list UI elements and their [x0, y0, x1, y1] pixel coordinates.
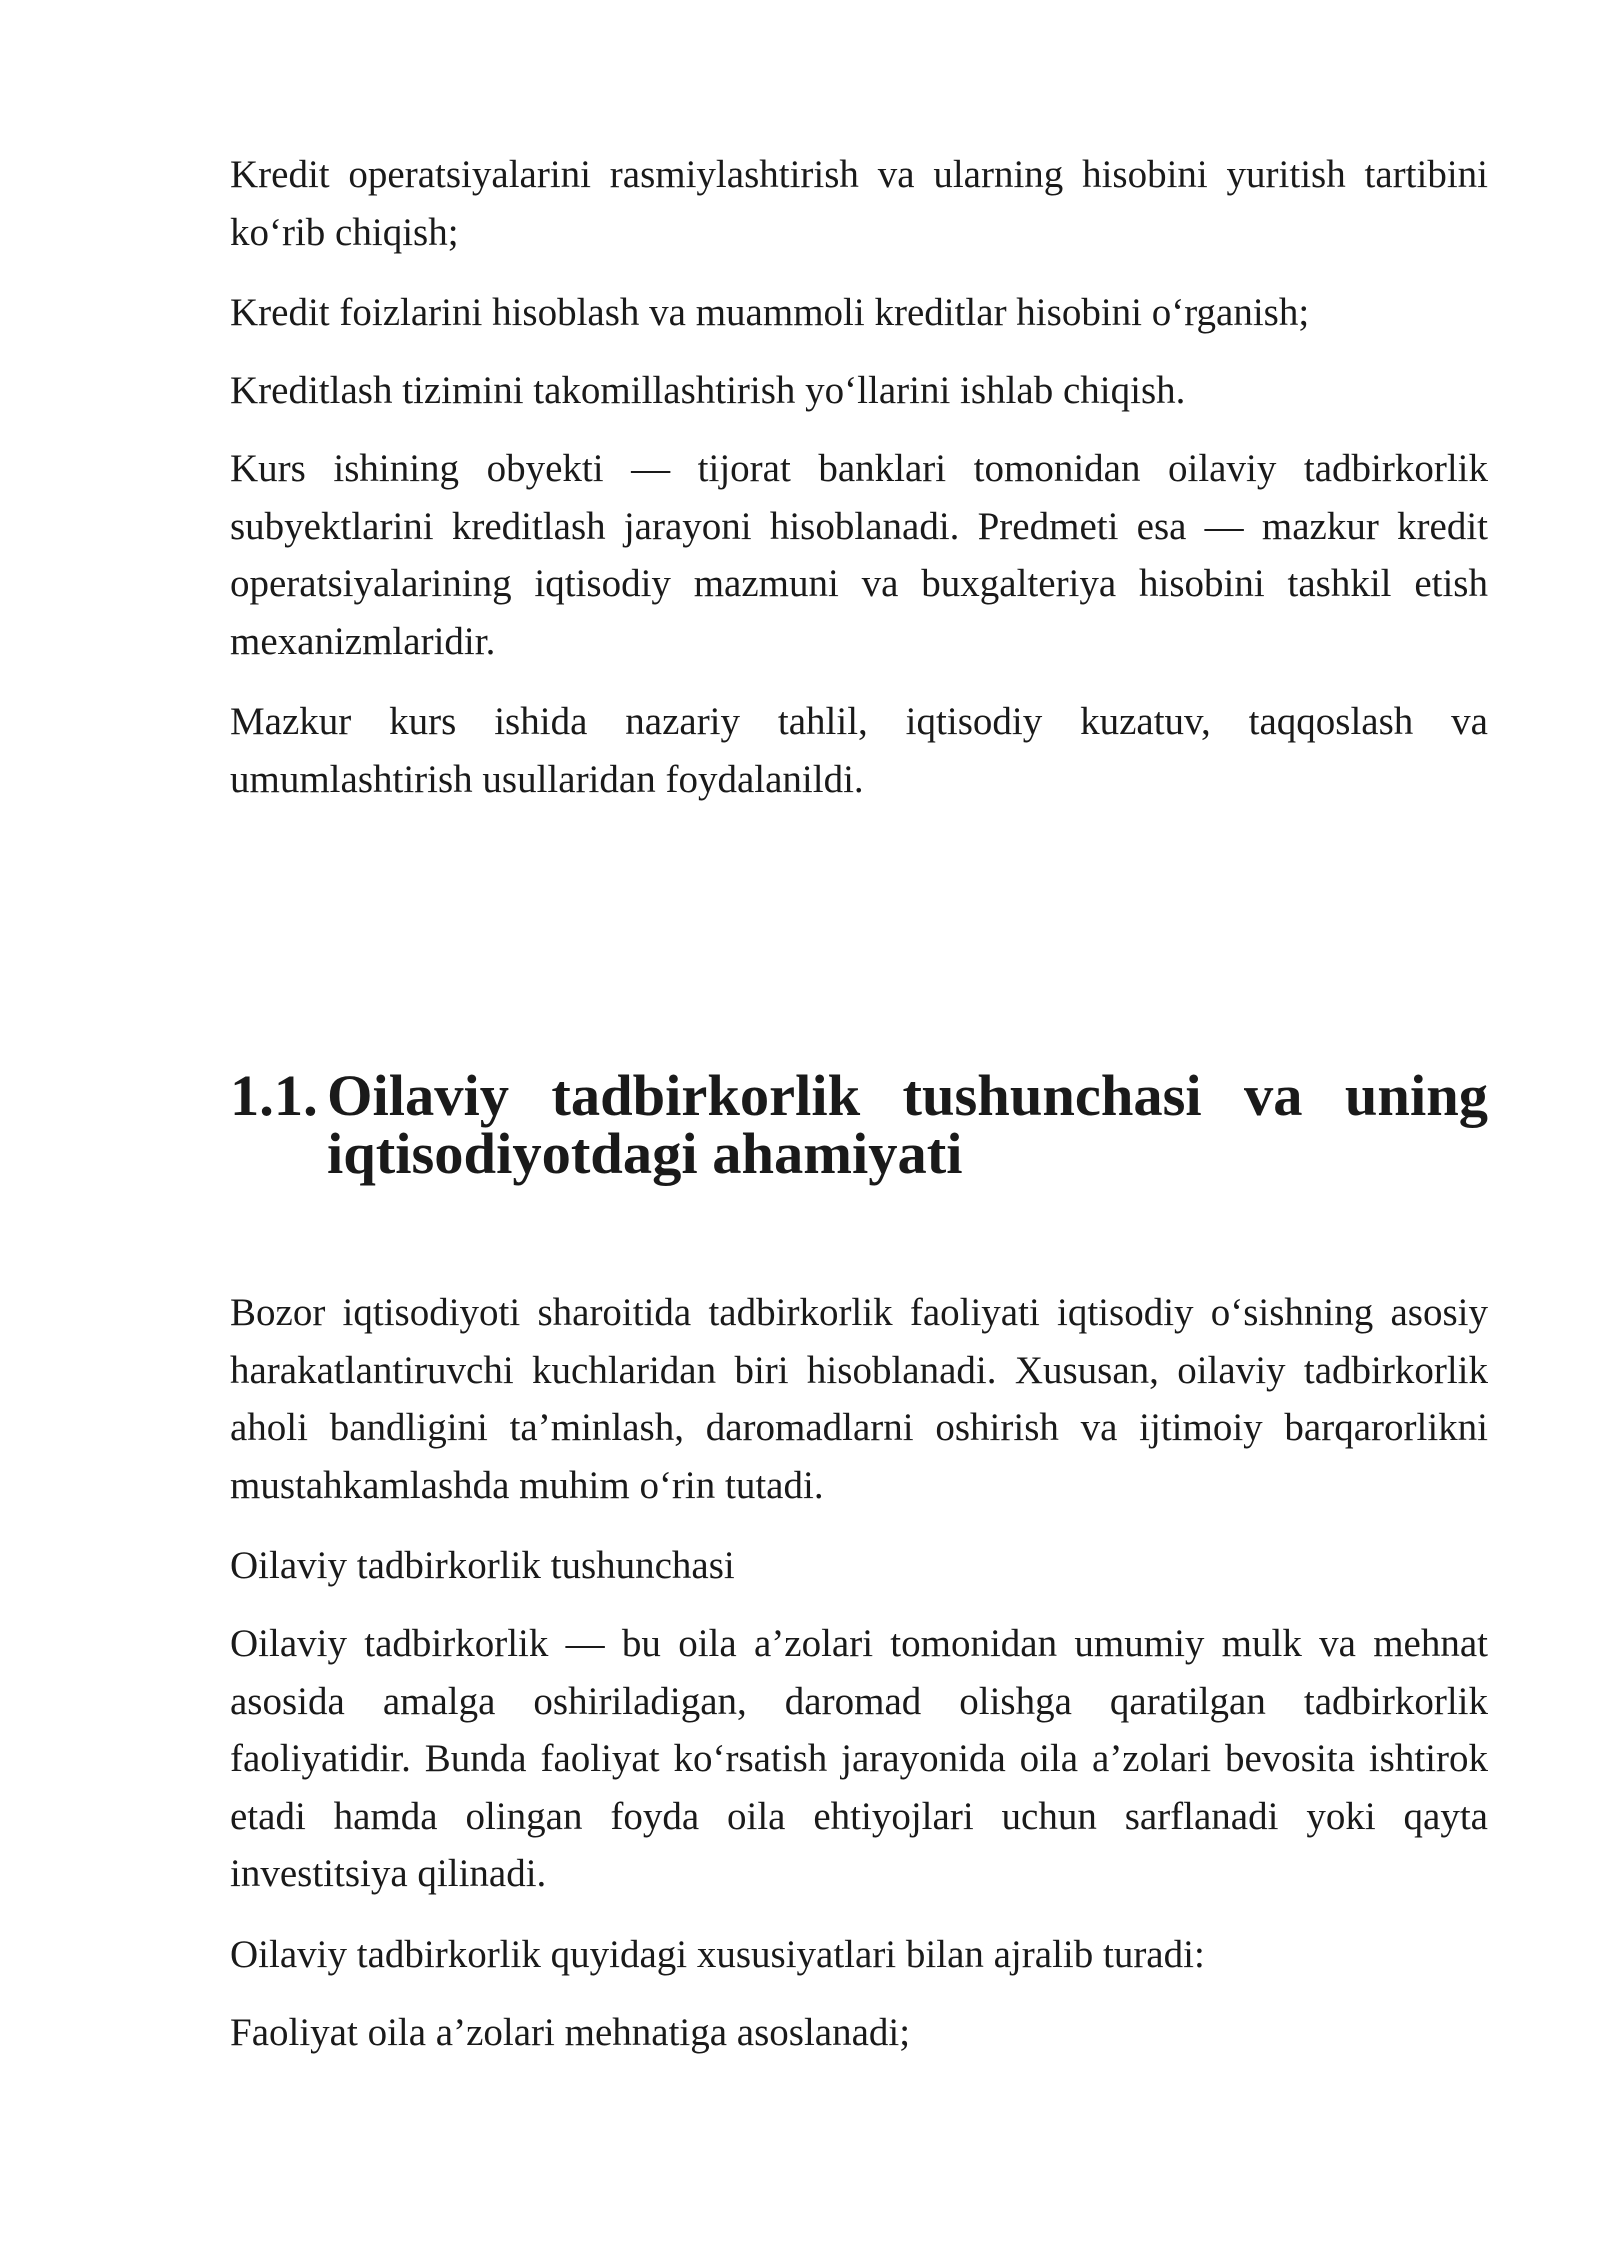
paragraph-credit-interest: Kredit foizlarini hisoblash va muammoli kreditlar hisobini o‘rganish; [230, 291, 1310, 334]
paragraph-course-object: Kurs ishining obyekti — tijorat banklari tomonidan oilaviy tadbirkorlik subyektlarini kreditlash jarayoni hisoblanadi. Predmeti esa — mazkur kredit operatsiyalarining iqtisodiy mazmuni va buxgalteriya hisobini tashkil etish mexanizmlaridir. [230, 447, 1488, 663]
paragraph-methods: Mazkur kurs ishida nazariy tahlil, iqtisodiy kuzatuv, taqqoslash va umumlashtirish usullaridan foydalanildi. [230, 700, 1488, 801]
paragraph-features-intro: Oilaviy tadbirkorlik quyidagi xususiyatlari bilan ajralib turadi: [230, 1933, 1205, 1976]
paragraph-credit-operations: Kredit operatsiyalarini rasmiylashtirish va ularning hisobini yuritish tartibini ko‘rib chiqish; [230, 153, 1488, 254]
section-title: Oilaviy tadbirkorlik tushunchasi va uning iqtisodiyotdagi ahamiyati [327, 1063, 1488, 1186]
paragraph-definition: Oilaviy tadbirkorlik — bu oila a’zolari tomonidan umumiy mulk va mehnat asosida amalga oshiriladigan, daromad olishga qaratilgan tadbirkorlik faoliyatidir. Bunda faoliyat ko‘rsatish jarayonida oila a’zolari bevosita ishtirok etadi hamda olingan foyda oila ehtiyojlari uchun sarflanadi yoki qayta investitsiya qilinadi. [230, 1622, 1488, 1895]
section-number: 1.1. [230, 1063, 318, 1128]
paragraph-market-economy: Bozor iqtisodiyoti sharoitida tadbirkorlik faoliyati iqtisodiy o‘sishning asosiy harakatlantiruvchi kuchlaridan biri hisoblanadi. Xususan, oilaviy tadbirkorlik aholi bandligini ta’minlash, daromadlarni oshirish va ijtimoiy barqarorlikni mustahkamlashda muhim o‘rin tutadi. [230, 1291, 1488, 1507]
paragraph-feature-1: Faoliyat oila a’zolari mehnatiga asoslanadi; [230, 2011, 911, 2054]
paragraph-credit-system: Kreditlash tizimini takomillashtirish yo‘llarini ishlab chiqish. [230, 369, 1186, 412]
paragraph-concept-heading: Oilaviy tadbirkorlik tushunchasi [230, 1544, 735, 1587]
section-heading [230, 1063, 1488, 1186]
